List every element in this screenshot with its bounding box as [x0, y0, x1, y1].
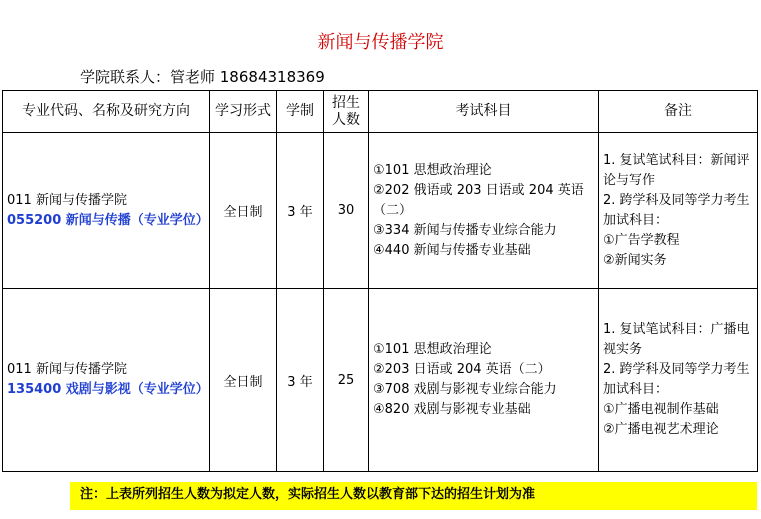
footnote: 注：上表所列招生人数为拟定人数，实际招生人数以教育部下达的招生计划为准 — [80, 487, 536, 502]
exam-subjects — [369, 133, 599, 289]
study-mode: 全日制 — [210, 289, 277, 472]
subject-item: ④440 新闻与传播专业基础 — [373, 242, 531, 258]
subject-item: ③334 新闻与传播专业综合能力 — [373, 222, 557, 238]
major-cell — [3, 289, 210, 472]
note-item: 1. 复试笔试科目：新闻评论与写作 — [603, 152, 750, 188]
subject-item: ①101 思想政治理论 — [373, 342, 492, 357]
note-item: ①广播电视制作基础 — [603, 402, 719, 417]
subject-item: ②202 俄语或 203 日语或 204 英语（二） — [373, 182, 584, 218]
header-subjects: 考试科目 — [369, 91, 599, 133]
admissions-table — [2, 90, 758, 472]
college-name: 011 新闻与传播学院 — [7, 362, 127, 377]
header-mode: 学习形式 — [210, 91, 277, 133]
header-duration: 学制 — [277, 91, 324, 133]
duration: 3 年 — [277, 289, 324, 472]
table-header-row — [3, 91, 758, 133]
subject-item: ④820 戏剧与影视专业基础 — [373, 402, 531, 417]
note-item: ①广告学教程 — [603, 232, 680, 248]
major-name: 055200 新闻与传播（专业学位） — [7, 212, 209, 228]
exam-subjects — [369, 289, 599, 472]
subject-item: ②203 日语或 204 英语（二） — [373, 362, 551, 377]
quota: 30 — [324, 133, 369, 289]
contact-line: 学院联系人：管老师 18684318369 — [80, 68, 325, 86]
duration: 3 年 — [277, 133, 324, 289]
page-title: 新闻与传播学院 — [317, 32, 444, 53]
major-name: 135400 戏剧与影视（专业学位） — [7, 382, 209, 397]
note-item: 1. 复试笔试科目：广播电视实务 — [603, 322, 750, 357]
quota: 25 — [324, 289, 369, 472]
subject-item: ①101 思想政治理论 — [373, 162, 492, 178]
note-item: ②新闻实务 — [603, 252, 667, 268]
header-notes: 备注 — [599, 91, 758, 133]
header-quota: 招生人数 — [324, 91, 369, 133]
subject-item: ③708 戏剧与影视专业综合能力 — [373, 382, 557, 397]
note-item: ②广播电视艺术理论 — [603, 422, 719, 437]
header-major: 专业代码、名称及研究方向 — [3, 91, 210, 133]
college-name: 011 新闻与传播学院 — [7, 192, 127, 208]
table-row — [3, 289, 758, 472]
table-row — [3, 133, 758, 289]
major-cell — [3, 133, 210, 289]
notes-cell — [599, 133, 758, 289]
note-item: 2. 跨学科及同等学力考生加试科目： — [603, 362, 750, 397]
note-item: 2. 跨学科及同等学力考生加试科目： — [603, 192, 750, 228]
notes-cell — [599, 289, 758, 472]
study-mode: 全日制 — [210, 133, 277, 289]
